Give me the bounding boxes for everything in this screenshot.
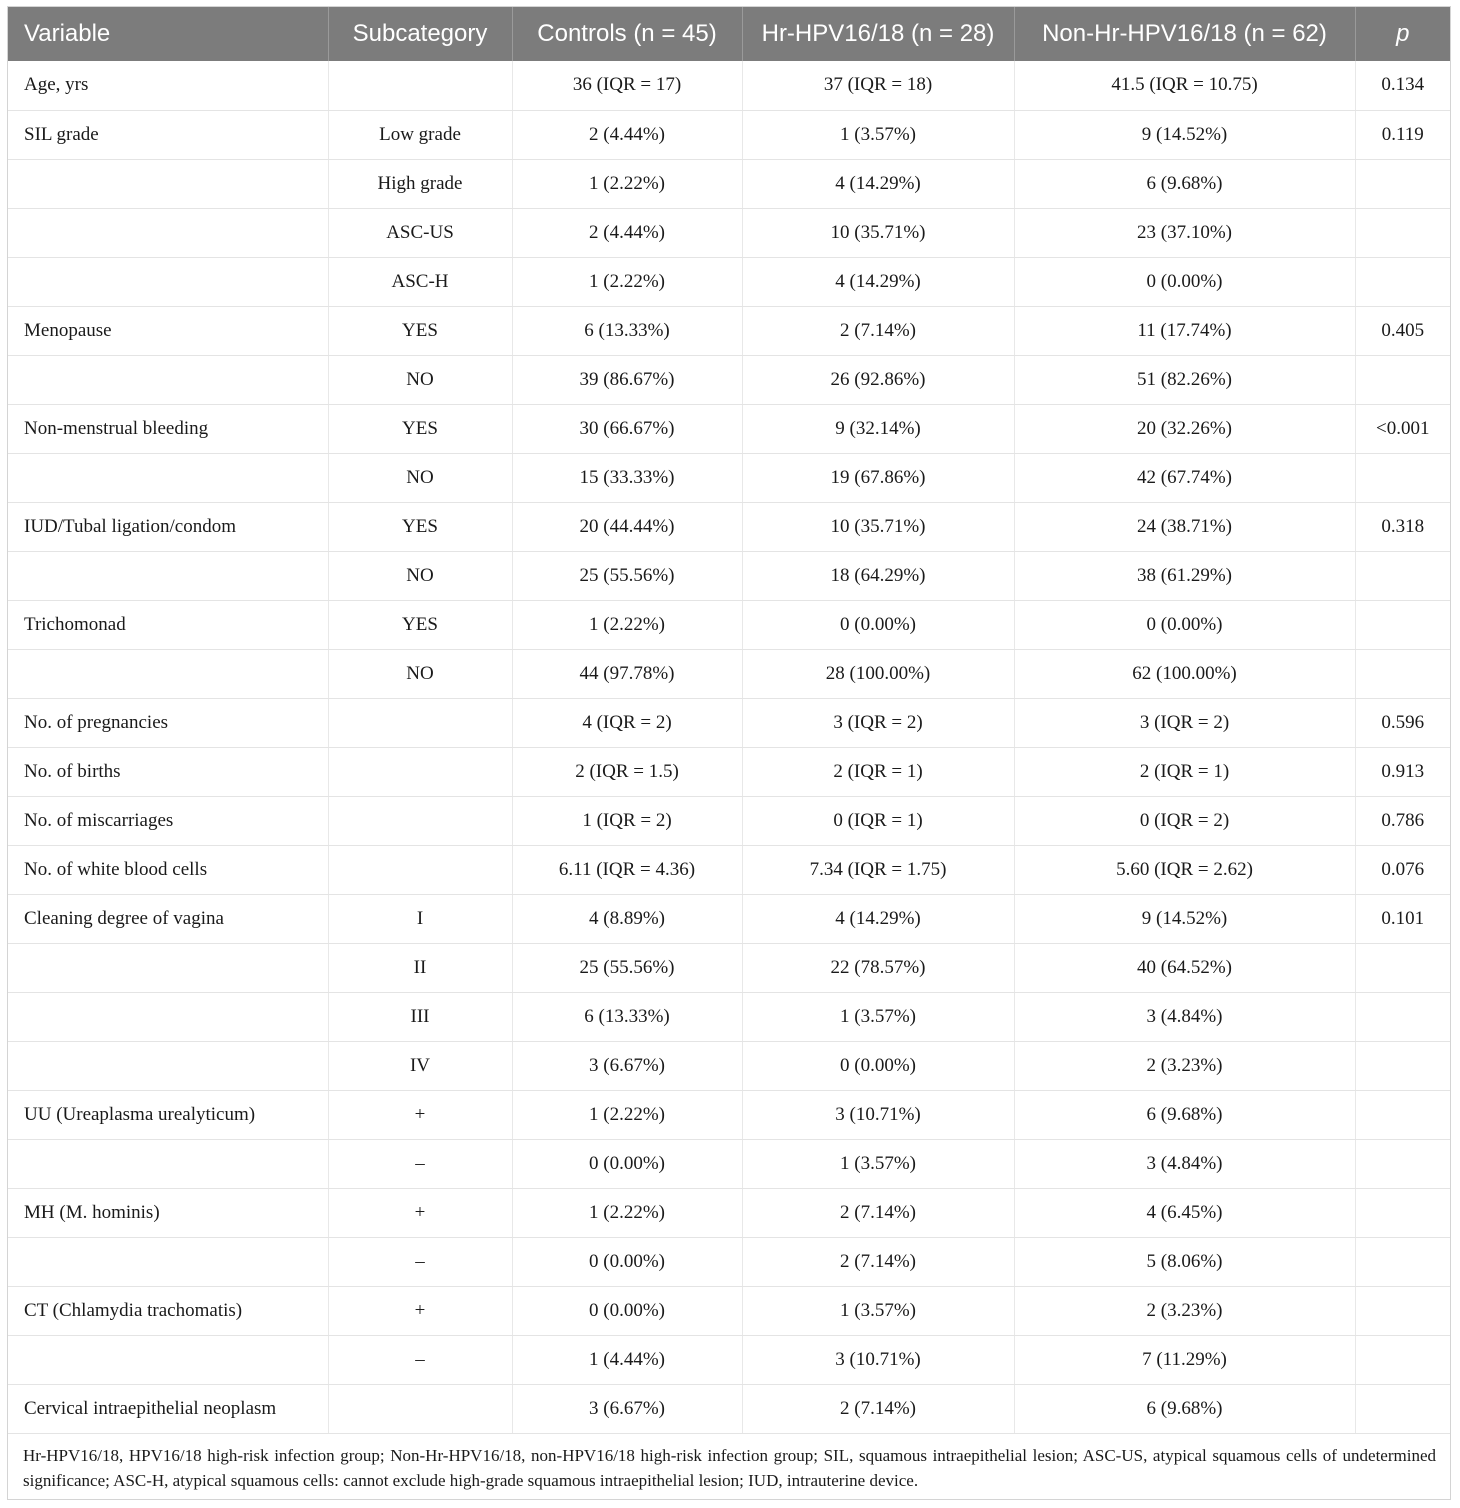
cell-hr-hpv: 18 (64.29%)	[742, 551, 1014, 600]
cell-non-hr-hpv: 24 (38.71%)	[1014, 502, 1355, 551]
table-row	[8, 894, 1450, 943]
cell-hr-hpv: 1 (3.57%)	[742, 1286, 1014, 1335]
cell-hr-hpv: 2 (7.14%)	[742, 306, 1014, 355]
header-non-hr-hpv: Non-Hr-HPV16/18 (n = 62)	[1014, 7, 1355, 61]
table-footnote: Hr-HPV16/18, HPV16/18 high-risk infection group; Non-Hr-HPV16/18, non-HPV16/18 high-risk infection group; SIL, squamous intraepithelial lesion; ASC-US, atypical squamous cells of undetermined significance; ASC-H, atypical squamous cells: cannot exclude high-grade squamous intraepithelial lesion; IUD, intrauterine device.	[23, 1445, 1436, 1490]
cell-p	[1355, 159, 1450, 208]
cell-hr-hpv: 7.34 (IQR = 1.75)	[742, 845, 1014, 894]
cell-subcategory: ASC-H	[328, 257, 512, 306]
cell-non-hr-hpv: 5 (8.06%)	[1014, 1237, 1355, 1286]
cell-subcategory: ASC-US	[328, 208, 512, 257]
cell-non-hr-hpv: 11 (17.74%)	[1014, 306, 1355, 355]
cell-p	[1355, 551, 1450, 600]
cell-subcategory	[328, 61, 512, 110]
table-row	[8, 61, 1450, 110]
cell-hr-hpv: 19 (67.86%)	[742, 453, 1014, 502]
cell-controls: 0 (0.00%)	[512, 1139, 742, 1188]
cell-hr-hpv: 28 (100.00%)	[742, 649, 1014, 698]
table-row	[8, 1139, 1450, 1188]
cell-variable: Cleaning degree of vagina	[8, 894, 328, 943]
cell-subcategory: –	[328, 1335, 512, 1384]
cell-controls: 1 (2.22%)	[512, 1090, 742, 1139]
cell-hr-hpv: 22 (78.57%)	[742, 943, 1014, 992]
cell-variable	[8, 1041, 328, 1090]
cell-controls: 1 (2.22%)	[512, 1188, 742, 1237]
cell-subcategory: +	[328, 1286, 512, 1335]
cell-variable: Age, yrs	[8, 61, 328, 110]
cell-p: 0.405	[1355, 306, 1450, 355]
cell-non-hr-hpv: 6 (9.68%)	[1014, 159, 1355, 208]
cell-variable	[8, 551, 328, 600]
cell-non-hr-hpv: 3 (IQR = 2)	[1014, 698, 1355, 747]
cell-non-hr-hpv: 6 (9.68%)	[1014, 1090, 1355, 1139]
cell-controls: 44 (97.78%)	[512, 649, 742, 698]
cell-variable: UU (Ureaplasma urealyticum)	[8, 1090, 328, 1139]
cell-subcategory: –	[328, 1139, 512, 1188]
cell-controls: 3 (6.67%)	[512, 1384, 742, 1433]
cell-hr-hpv: 0 (0.00%)	[742, 600, 1014, 649]
cell-p: 0.596	[1355, 698, 1450, 747]
cell-variable: IUD/Tubal ligation/condom	[8, 502, 328, 551]
cell-p: 0.913	[1355, 747, 1450, 796]
table-row	[8, 502, 1450, 551]
cell-controls: 6 (13.33%)	[512, 992, 742, 1041]
cell-controls: 1 (4.44%)	[512, 1335, 742, 1384]
cell-p	[1355, 1286, 1450, 1335]
table-row	[8, 747, 1450, 796]
table-row	[8, 1188, 1450, 1237]
cell-hr-hpv: 10 (35.71%)	[742, 208, 1014, 257]
table-row	[8, 208, 1450, 257]
header-variable: Variable	[24, 20, 111, 47]
cell-subcategory: High grade	[328, 159, 512, 208]
cell-non-hr-hpv: 40 (64.52%)	[1014, 943, 1355, 992]
cell-p	[1355, 1237, 1450, 1286]
cell-p	[1355, 1335, 1450, 1384]
cell-controls: 1 (2.22%)	[512, 159, 742, 208]
cell-p	[1355, 943, 1450, 992]
table-row	[8, 649, 1450, 698]
cell-subcategory: I	[328, 894, 512, 943]
cell-non-hr-hpv: 0 (0.00%)	[1014, 257, 1355, 306]
cell-controls: 2 (IQR = 1.5)	[512, 747, 742, 796]
cell-controls: 6.11 (IQR = 4.36)	[512, 845, 742, 894]
cell-non-hr-hpv: 9 (14.52%)	[1014, 894, 1355, 943]
cell-p	[1355, 1384, 1450, 1433]
cell-hr-hpv: 2 (7.14%)	[742, 1384, 1014, 1433]
cell-variable: MH (M. hominis)	[8, 1188, 328, 1237]
cell-p: <0.001	[1355, 404, 1450, 453]
table-body	[8, 61, 1450, 1433]
cell-subcategory	[328, 796, 512, 845]
cell-p: 0.134	[1355, 61, 1450, 110]
cell-subcategory: YES	[328, 404, 512, 453]
table-row	[8, 845, 1450, 894]
cell-variable	[8, 453, 328, 502]
cell-variable	[8, 943, 328, 992]
cell-non-hr-hpv: 38 (61.29%)	[1014, 551, 1355, 600]
cell-non-hr-hpv: 42 (67.74%)	[1014, 453, 1355, 502]
table-row	[8, 355, 1450, 404]
table-row	[8, 453, 1450, 502]
cell-hr-hpv: 3 (10.71%)	[742, 1335, 1014, 1384]
cell-hr-hpv: 2 (7.14%)	[742, 1237, 1014, 1286]
cell-subcategory: +	[328, 1188, 512, 1237]
cell-hr-hpv: 3 (10.71%)	[742, 1090, 1014, 1139]
table-row	[8, 600, 1450, 649]
cell-variable: Cervical intraepithelial neoplasm	[8, 1384, 328, 1433]
cell-hr-hpv: 2 (IQR = 1)	[742, 747, 1014, 796]
cell-p	[1355, 1188, 1450, 1237]
cell-variable: CT (Chlamydia trachomatis)	[8, 1286, 328, 1335]
cell-variable: Menopause	[8, 306, 328, 355]
cell-hr-hpv: 26 (92.86%)	[742, 355, 1014, 404]
table-row	[8, 1286, 1450, 1335]
cell-subcategory: II	[328, 943, 512, 992]
cell-variable: No. of miscarriages	[8, 796, 328, 845]
cell-subcategory: NO	[328, 453, 512, 502]
cell-hr-hpv: 2 (7.14%)	[742, 1188, 1014, 1237]
cell-subcategory	[328, 845, 512, 894]
cell-controls: 1 (IQR = 2)	[512, 796, 742, 845]
cell-subcategory	[328, 698, 512, 747]
cell-non-hr-hpv: 6 (9.68%)	[1014, 1384, 1355, 1433]
cell-non-hr-hpv: 20 (32.26%)	[1014, 404, 1355, 453]
cell-non-hr-hpv: 5.60 (IQR = 2.62)	[1014, 845, 1355, 894]
cell-variable	[8, 355, 328, 404]
table-row	[8, 306, 1450, 355]
cell-non-hr-hpv: 23 (37.10%)	[1014, 208, 1355, 257]
table-row	[8, 1237, 1450, 1286]
cell-variable: No. of births	[8, 747, 328, 796]
cell-variable: No. of pregnancies	[8, 698, 328, 747]
cell-subcategory: III	[328, 992, 512, 1041]
cell-controls: 1 (2.22%)	[512, 257, 742, 306]
cell-non-hr-hpv: 0 (0.00%)	[1014, 600, 1355, 649]
cell-controls: 39 (86.67%)	[512, 355, 742, 404]
cell-non-hr-hpv: 4 (6.45%)	[1014, 1188, 1355, 1237]
table-row	[8, 698, 1450, 747]
cell-controls: 6 (13.33%)	[512, 306, 742, 355]
cell-non-hr-hpv: 2 (3.23%)	[1014, 1286, 1355, 1335]
cell-variable: SIL grade	[8, 110, 328, 159]
cell-p	[1355, 208, 1450, 257]
cell-hr-hpv: 37 (IQR = 18)	[742, 61, 1014, 110]
cell-hr-hpv: 1 (3.57%)	[742, 110, 1014, 159]
cell-non-hr-hpv: 9 (14.52%)	[1014, 110, 1355, 159]
table-row	[8, 404, 1450, 453]
cell-controls: 36 (IQR = 17)	[512, 61, 742, 110]
cell-controls: 3 (6.67%)	[512, 1041, 742, 1090]
cell-subcategory: NO	[328, 649, 512, 698]
cell-hr-hpv: 0 (0.00%)	[742, 1041, 1014, 1090]
cell-hr-hpv: 9 (32.14%)	[742, 404, 1014, 453]
cell-hr-hpv: 1 (3.57%)	[742, 1139, 1014, 1188]
cell-subcategory: +	[328, 1090, 512, 1139]
cell-non-hr-hpv: 2 (IQR = 1)	[1014, 747, 1355, 796]
cell-p: 0.101	[1355, 894, 1450, 943]
cell-p: 0.786	[1355, 796, 1450, 845]
cell-p	[1355, 257, 1450, 306]
table-row	[8, 1090, 1450, 1139]
cell-controls: 25 (55.56%)	[512, 551, 742, 600]
cell-hr-hpv: 1 (3.57%)	[742, 992, 1014, 1041]
cell-hr-hpv: 4 (14.29%)	[742, 257, 1014, 306]
cell-p	[1355, 649, 1450, 698]
cell-variable: Non-menstrual bleeding	[8, 404, 328, 453]
cell-p: 0.076	[1355, 845, 1450, 894]
table-frame	[7, 6, 1451, 1500]
cell-variable	[8, 649, 328, 698]
cell-p	[1355, 1090, 1450, 1139]
table-row	[8, 1384, 1450, 1433]
header-row	[8, 7, 1450, 61]
cell-hr-hpv: 3 (IQR = 2)	[742, 698, 1014, 747]
cell-p	[1355, 355, 1450, 404]
cell-subcategory: YES	[328, 306, 512, 355]
cell-non-hr-hpv: 7 (11.29%)	[1014, 1335, 1355, 1384]
cell-p: 0.318	[1355, 502, 1450, 551]
cell-non-hr-hpv: 41.5 (IQR = 10.75)	[1014, 61, 1355, 110]
cell-subcategory	[328, 747, 512, 796]
cell-subcategory: IV	[328, 1041, 512, 1090]
cell-subcategory: YES	[328, 600, 512, 649]
cell-subcategory: –	[328, 1237, 512, 1286]
cell-variable	[8, 159, 328, 208]
cell-p: 0.119	[1355, 110, 1450, 159]
cell-variable	[8, 992, 328, 1041]
cell-p	[1355, 600, 1450, 649]
cell-non-hr-hpv: 51 (82.26%)	[1014, 355, 1355, 404]
cell-controls: 4 (8.89%)	[512, 894, 742, 943]
cell-subcategory: NO	[328, 355, 512, 404]
cell-non-hr-hpv: 3 (4.84%)	[1014, 992, 1355, 1041]
cell-controls: 25 (55.56%)	[512, 943, 742, 992]
table-row	[8, 159, 1450, 208]
cell-variable	[8, 208, 328, 257]
cell-subcategory: Low grade	[328, 110, 512, 159]
cell-variable: No. of white blood cells	[8, 845, 328, 894]
cell-controls: 0 (0.00%)	[512, 1237, 742, 1286]
cell-variable	[8, 257, 328, 306]
cell-variable	[8, 1335, 328, 1384]
table-row	[8, 1041, 1450, 1090]
cell-controls: 1 (2.22%)	[512, 600, 742, 649]
cell-variable: Trichomonad	[8, 600, 328, 649]
cell-non-hr-hpv: 0 (IQR = 2)	[1014, 796, 1355, 845]
cell-hr-hpv: 4 (14.29%)	[742, 894, 1014, 943]
cell-hr-hpv: 4 (14.29%)	[742, 159, 1014, 208]
cell-controls: 20 (44.44%)	[512, 502, 742, 551]
cell-non-hr-hpv: 3 (4.84%)	[1014, 1139, 1355, 1188]
cell-non-hr-hpv: 62 (100.00%)	[1014, 649, 1355, 698]
cell-controls: 15 (33.33%)	[512, 453, 742, 502]
header-p: p	[1355, 7, 1450, 61]
cell-controls: 30 (66.67%)	[512, 404, 742, 453]
cell-non-hr-hpv: 2 (3.23%)	[1014, 1041, 1355, 1090]
cell-p	[1355, 453, 1450, 502]
cell-hr-hpv: 10 (35.71%)	[742, 502, 1014, 551]
table-row	[8, 992, 1450, 1041]
cell-p	[1355, 992, 1450, 1041]
header-hr-hpv: Hr-HPV16/18 (n = 28)	[742, 7, 1014, 61]
cell-variable	[8, 1237, 328, 1286]
cell-controls: 4 (IQR = 2)	[512, 698, 742, 747]
cell-controls: 2 (4.44%)	[512, 208, 742, 257]
cell-subcategory: YES	[328, 502, 512, 551]
table-row	[8, 551, 1450, 600]
header-controls: Controls (n = 45)	[512, 7, 742, 61]
header-subcategory: Subcategory	[328, 7, 512, 61]
cell-controls: 2 (4.44%)	[512, 110, 742, 159]
table-row	[8, 796, 1450, 845]
cell-subcategory	[328, 1384, 512, 1433]
cell-p	[1355, 1139, 1450, 1188]
table-row	[8, 943, 1450, 992]
table-row	[8, 110, 1450, 159]
cell-p	[1355, 1041, 1450, 1090]
data-table	[8, 7, 1450, 1434]
cell-variable	[8, 1139, 328, 1188]
table-row	[8, 1335, 1450, 1384]
table-row	[8, 257, 1450, 306]
cell-hr-hpv: 0 (IQR = 1)	[742, 796, 1014, 845]
cell-controls: 0 (0.00%)	[512, 1286, 742, 1335]
cell-subcategory: NO	[328, 551, 512, 600]
